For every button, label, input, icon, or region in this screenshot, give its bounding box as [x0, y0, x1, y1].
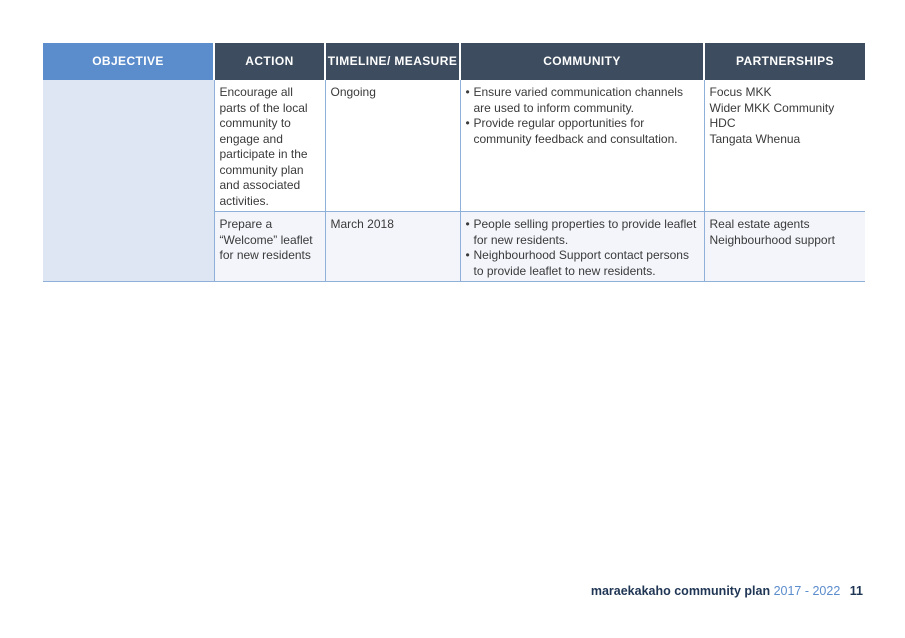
header-action: ACTION: [214, 43, 325, 80]
community-cell: [460, 212, 704, 282]
action-text: Prepare a “Welcome” leaflet for new residents: [219, 217, 313, 262]
partner-item: Tangata Whenua: [709, 131, 801, 146]
objective-cell: [43, 212, 214, 282]
table-row: [43, 80, 865, 212]
community-list: [466, 85, 699, 147]
header-timeline: TIMELINE/ MEASURE: [325, 43, 460, 80]
header-community: COMMUNITY: [460, 43, 704, 80]
community-cell: [460, 80, 704, 212]
partner-item: Real estate agents: [709, 217, 810, 231]
list-item: • Neighbourhood Support contact persons to provide leaflet to new residents.: [466, 248, 699, 279]
action-text: Encourage all parts of the local community to engage and participate in the community plan and associated activities.: [219, 85, 308, 208]
table-row: [43, 212, 865, 282]
partnerships-cell: [704, 80, 865, 212]
action-cell: [214, 212, 325, 282]
community-list: [466, 217, 699, 279]
table-header-row: [43, 43, 865, 80]
footer-title: maraekakaho community plan: [590, 584, 771, 598]
partner-item: Wider MKK Community: [709, 100, 835, 115]
header-objective: OBJECTIVE: [43, 43, 214, 80]
community-plan-table: [43, 43, 865, 282]
page-number: 11: [849, 584, 863, 598]
partner-item: Neighbourhood support: [709, 232, 835, 247]
objective-cell: [43, 80, 214, 212]
list-item: • Provide regular opportunities for community feedback and consultation.: [466, 116, 699, 147]
action-cell: [214, 80, 325, 212]
list-item: • Ensure varied communication channels are used to inform community.: [466, 85, 699, 116]
page-footer: [591, 584, 863, 598]
header-partnerships: PARTNERSHIPS: [704, 43, 865, 80]
partner-item: HDC: [709, 116, 736, 130]
footer-years: 2017 - 2022: [773, 584, 841, 598]
partner-item: Focus MKK: [709, 85, 772, 99]
list-item: • People selling properties to provide leaflet for new residents.: [466, 217, 699, 248]
partnerships-cell: [704, 212, 865, 282]
timeline-cell: March 2018: [325, 212, 460, 282]
timeline-cell: Ongoing: [325, 80, 460, 212]
